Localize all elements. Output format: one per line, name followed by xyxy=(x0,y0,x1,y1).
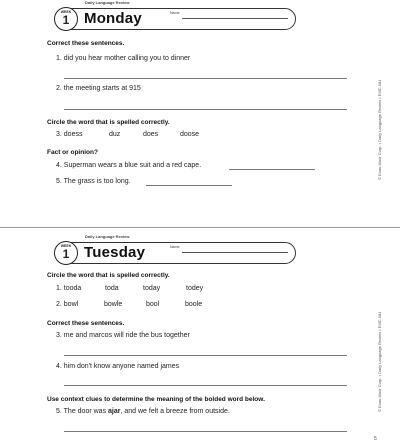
monday-heading-correct: Correct these sentences. xyxy=(47,40,125,47)
monday-answer-line-4[interactable] xyxy=(229,169,315,170)
monday-answer-line-5[interactable] xyxy=(146,185,232,186)
monday-item-1: 1. did you hear mother calling you to dinner xyxy=(56,55,191,62)
monday-copyright: © Evan-Moor Corp. • Daily Language Review • EMC 581 xyxy=(377,79,382,180)
monday-word-doose[interactable]: doose xyxy=(180,131,200,138)
week-label: WEEK xyxy=(60,244,72,248)
tuesday-word-bowle[interactable]: bowle xyxy=(104,301,123,308)
tuesday-week-badge xyxy=(54,241,78,265)
week-number: 1 xyxy=(62,13,70,27)
tuesday-answer-line-4[interactable] xyxy=(64,385,347,386)
page-divider xyxy=(0,227,400,228)
tuesday-heading-context: Use context clues to determine the meaning of the bolded word below. xyxy=(47,396,265,403)
item5-bold-word: ajar xyxy=(108,408,121,415)
monday-item-4: 4. Superman wears a blue suit and a red cape. xyxy=(56,162,202,169)
monday-day-title: Monday xyxy=(84,10,142,27)
tuesday-word-today[interactable]: today xyxy=(143,285,161,292)
monday-series-label: Daily Language Review xyxy=(85,0,130,5)
monday-name-line[interactable] xyxy=(182,18,288,19)
tuesday-item-3: 3. me and marcos will ride the bus together xyxy=(56,332,190,339)
tuesday-name-label: Name: xyxy=(170,245,181,249)
monday-item-2: 2. the meeting starts at 915 xyxy=(56,85,141,92)
monday-word-duz[interactable]: duz xyxy=(109,131,121,138)
tuesday-heading-circle: Circle the word that is spelled correctly. xyxy=(47,272,170,279)
tuesday-item-4: 4. him don't know anyone named james xyxy=(56,363,180,370)
tuesday-answer-line-5[interactable] xyxy=(64,431,347,432)
tuesday-day-title: Tuesday xyxy=(84,244,146,261)
tuesday-heading-correct: Correct these sentences. xyxy=(47,320,125,327)
tuesday-answer-line-3[interactable] xyxy=(64,355,347,356)
monday-heading-fact: Fact or opinion? xyxy=(47,149,98,156)
monday-name-label: Name: xyxy=(170,11,181,15)
item5-before: 5. The door was xyxy=(56,408,109,415)
tuesday-word-todey[interactable]: todey xyxy=(186,285,204,292)
item5-after: , and we felt a breeze from outside. xyxy=(120,408,230,415)
tuesday-name-line[interactable] xyxy=(182,252,288,253)
monday-word-does[interactable]: does xyxy=(143,131,159,138)
tuesday-word-bool[interactable]: bool xyxy=(146,301,160,308)
monday-word-doess[interactable]: 3. doess xyxy=(56,131,83,138)
tuesday-word-boole[interactable]: boole xyxy=(185,301,203,308)
week-label: WEEK xyxy=(60,10,72,14)
tuesday-word-bowl[interactable]: 2. bowl xyxy=(56,301,79,308)
monday-item-5: 5. The grass is too long. xyxy=(56,178,131,185)
monday-answer-line-2[interactable] xyxy=(64,109,347,110)
tuesday-series-label: Daily Language Review xyxy=(85,234,130,239)
page-number: 5 xyxy=(374,436,377,442)
monday-answer-line-1[interactable] xyxy=(64,78,347,79)
monday-week-badge xyxy=(54,7,78,31)
monday-heading-circle: Circle the word that is spelled correctly. xyxy=(47,119,170,126)
week-number: 1 xyxy=(62,247,70,261)
tuesday-item-5 xyxy=(56,408,230,415)
tuesday-word-tooda[interactable]: 1. tooda xyxy=(56,285,82,292)
tuesday-copyright: © Evan-Moor Corp. • Daily Language Review • EMC 581 xyxy=(377,311,382,412)
tuesday-word-toda[interactable]: toda xyxy=(105,285,119,292)
